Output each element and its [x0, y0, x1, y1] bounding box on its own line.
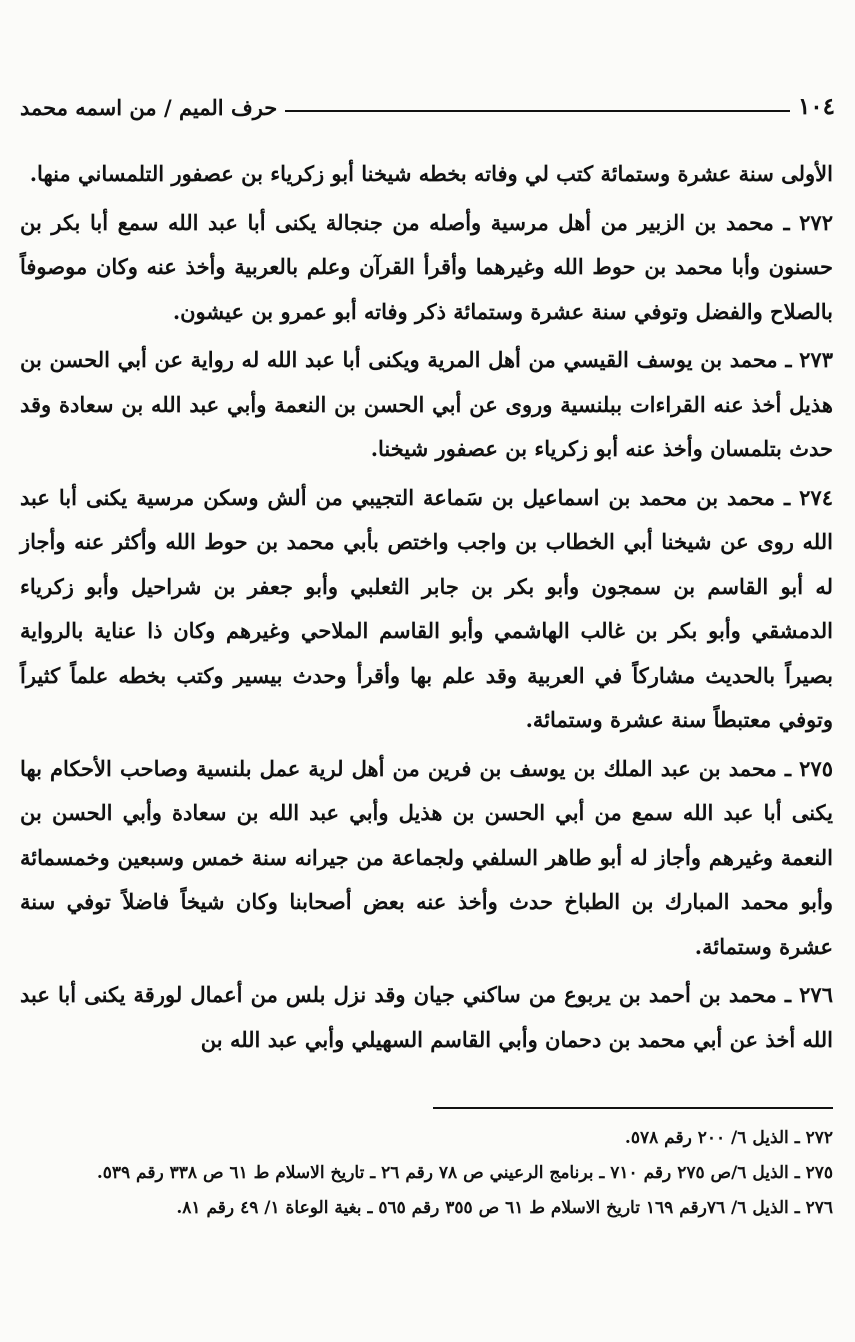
entry-275: ٢٧٥ ـ محمد بن عبد الملك بن يوسف بن فرين من أهل لرية عمل بلنسية وصاحب الأحكام بها يكنى أبا عبد الله سمع من أبي الحسن بن هذيل وأبي عبد الله بن سعادة وأبي الحسن بن النعمة وغيرهم وأجاز له أبو طاهر السلفي ولجماعة من جيرانه سنة خمس وسبعين وخمسمائة وأبو محمد المبارك بن الطباخ حدث وأخذ عنه بعض أصحابنا وكان شيخاً فاضلاً توفي سنة عشرة وستمائة.	[20, 755, 833, 959]
main-text	[20, 152, 833, 1066]
entry-274: ٢٧٤ ـ محمد بن محمد بن اسماعيل بن سَماعة التجيبي من ألش وسكن مرسية يكنى أبا عبد الله روى عن شيخنا أبي الخطاب بن واجب واختص بأبي محمد بن حوط الله وأكثر عنه وأجاز له أبو القاسم بن سمجون وأبو بكر بن جابر الثعلبي وأبو جعفر بن شراحيل وأبو زكرياء الدمشقي وأبو بكر بن غالب الهاشمي وأبو القاسم الملاحي وغيرهم وكان ذا عناية بالرواية بصيراً بالحديث مشاركاً في العربية وقد علم بها وأقرأ وحدث بيسير وكتب بخطه علماً كثيراً وتوفي معتبطاً سنة عشرة وستمائة.	[20, 484, 833, 732]
page-number: ١٠٤	[797, 93, 835, 120]
entry-276: ٢٧٦ ـ محمد بن أحمد بن يربوع من ساكني جيان وقد نزل بلس من أعمال لورقة يكنى أبا عبد الله أخذ عن أبي محمد بن دحمان وأبي القاسم السهيلي وأبي عبد الله بن	[20, 982, 833, 1052]
footnote-separator	[433, 1107, 833, 1109]
header-title: حرف الميم / من اسمه محمد	[20, 95, 278, 120]
running-header	[20, 86, 835, 120]
footnote-275: ٢٧٥ ـ الذيل ٦/ص ٢٧٥ رقم ٧١٠ ـ برنامج الرعيني ص ٧٨ رقم ٢٦ ـ تاريخ الاسلام ط ٦١ ص ٣٣٨ رقم ٥٣٩.	[96, 1163, 833, 1183]
paragraph-continuation: الأولى سنة عشرة وستمائة كتب لي وفاته بخطه شيخنا أبو زكرياء بن عصفور التلمساني منها.	[29, 161, 833, 186]
footnotes	[20, 1122, 833, 1227]
entry-273: ٢٧٣ ـ محمد بن يوسف القيسي من أهل المرية ويكنى أبا عبد الله له رواية عن أبي الحسن بن هذيل أخذ عنه القراءات ببلنسية وروى عن أبي الحسن بن النعمة وأبي عبد الله بن سعادة وقد حدث بتلمسان وأخذ عنه أبو زكرياء بن عصفور شيخنا.	[20, 347, 833, 461]
entry-272: ٢٧٢ ـ محمد بن الزبير من أهل مرسية وأصله من جنجالة يكنى أبا عبد الله سمع أبا بكر بن حسنون وأبا محمد بن حوط الله وغيرهما وأقرأ القرآن وعلم بالعربية وأخذ عنه وكان موصوفاً بالصلاح والفضل وتوفي سنة عشرة وستمائة ذكر وفاته أبو عمرو بن عيشون.	[20, 209, 833, 324]
footnote-276: ٢٧٦ ـ الذيل ٦/ ٧٦رقم ١٦٩ تاريخ الاسلام ط ٦١ ص ٣٥٥ رقم ٥٦٥ ـ بغية الوعاة ١/ ٤٩ رقم ٨١.	[176, 1198, 833, 1218]
header-rule	[285, 110, 790, 112]
footnote-272: ٢٧٢ ـ الذيل ٦/ ٢٠٠ رقم ٥٧٨.	[624, 1128, 833, 1148]
